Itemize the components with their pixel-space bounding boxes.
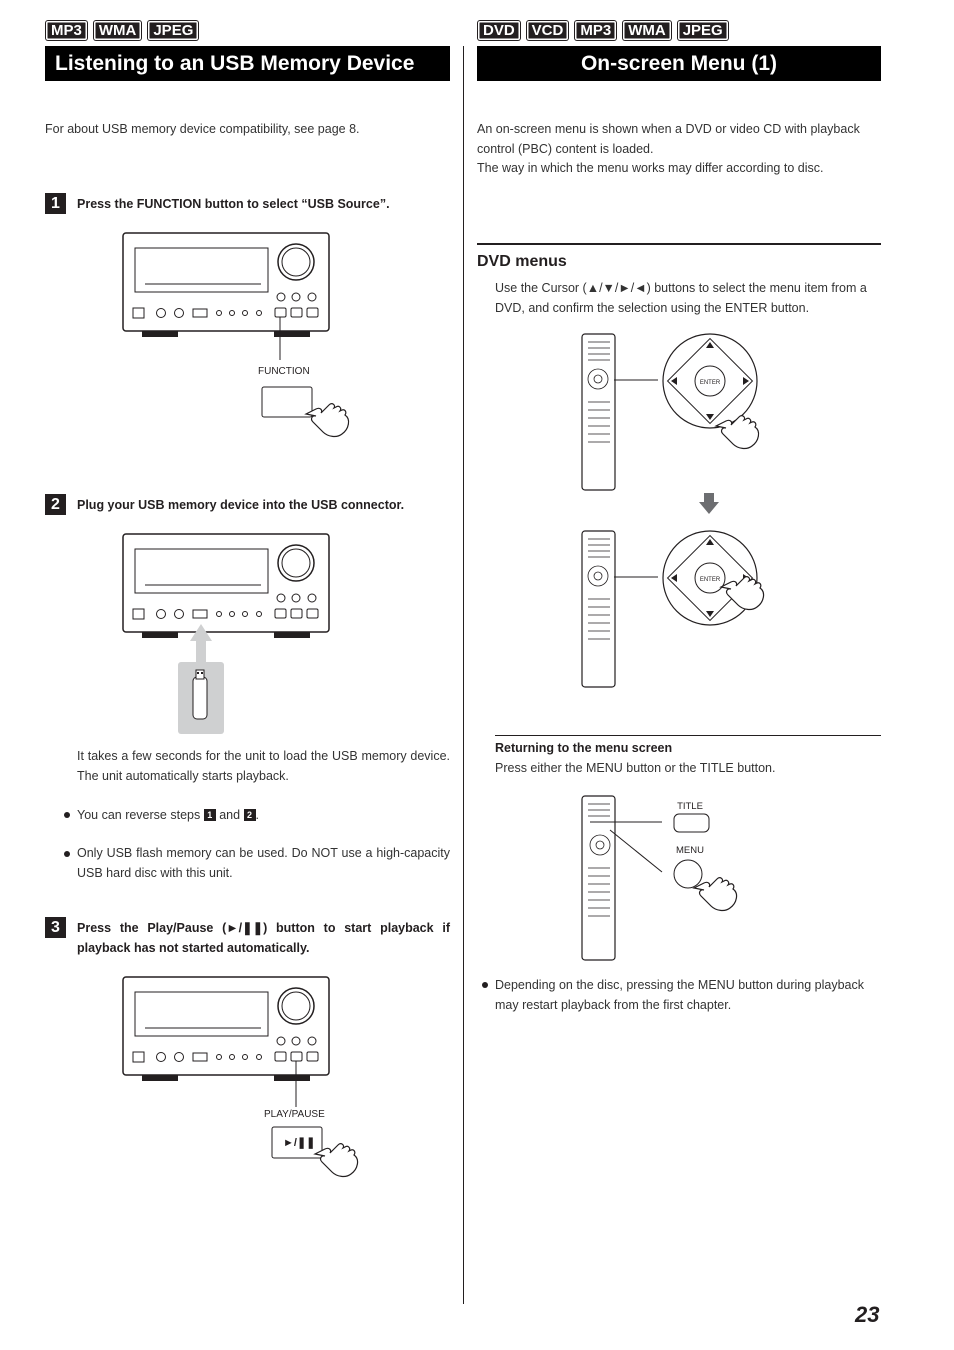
- tag-mp3: MP3: [46, 21, 87, 40]
- step-2-note: It takes a few seconds for the unit to load the USB memory device. The unit automatically starts playback.: [77, 749, 450, 783]
- step-ref-2: 2: [244, 809, 256, 821]
- step-2-text: Plug your USB memory device into the USB connector.: [77, 498, 405, 512]
- play-pause-label: PLAY/PAUSE: [264, 1109, 325, 1120]
- column-divider: [463, 46, 464, 1304]
- section-title-usb: Listening to an USB Memory Device: [45, 46, 450, 81]
- menu-restart-note: Depending on the disc, pressing the MENU button during playback may restart playback from the first chapter.: [495, 978, 864, 1012]
- step-1-text: Press the FUNCTION button to select “USB Source”.: [77, 197, 390, 211]
- usb-intro: For about USB memory device compatibility, see page 8.: [45, 122, 360, 136]
- onscreen-intro: An on-screen menu is shown when a DVD or video CD with playback control (PBC) content is loaded. The way in which the menu works may differ according to disc.: [477, 122, 860, 175]
- tag-vcd: VCD: [527, 21, 569, 40]
- unit-usb-illustration: [118, 529, 363, 739]
- cursor-press-illustration: [578, 330, 768, 495]
- bullet-marker: [482, 982, 488, 988]
- returning-heading: Returning to the menu screen: [495, 741, 673, 755]
- tag-wma: WMA: [623, 21, 671, 40]
- tag-wma: WMA: [94, 21, 142, 40]
- subsection-rule: [495, 735, 881, 736]
- step-3-number: 3: [45, 917, 66, 938]
- bullet-marker: [64, 812, 70, 818]
- title-label: TITLE: [677, 801, 703, 812]
- step-1-number: 1: [45, 193, 66, 214]
- reverse-steps-note: You can reverse steps 1 and 2 .: [77, 808, 260, 822]
- step-3-text: Press the Play/Pause (►/❚❚) button to start playback if playback has not started automatically.: [77, 921, 450, 955]
- page-number: 23: [855, 1302, 880, 1327]
- enter-label: ENTER: [699, 577, 721, 583]
- function-label: FUNCTION: [258, 366, 310, 377]
- dvd-menus-heading: DVD menus: [477, 253, 567, 270]
- usb-flash-note: Only USB flash memory can be used. Do NOT use a high-capacity USB hard disc with this unit.: [77, 846, 450, 880]
- tag-dvd: DVD: [478, 21, 520, 40]
- unit-playpause-illustration: [118, 972, 363, 1192]
- step-ref-1: 1: [204, 809, 216, 821]
- tag-jpeg: JPEG: [678, 21, 728, 40]
- tag-mp3: MP3: [575, 21, 616, 40]
- step-2-number: 2: [45, 494, 66, 515]
- unit-function-illustration: [118, 228, 363, 450]
- menu-label: MENU: [676, 845, 704, 856]
- section-rule: [477, 243, 881, 245]
- menu-title-illustration: [578, 792, 748, 964]
- dvd-menus-text: Use the Cursor (▲/▼/►/◄) buttons to select the menu item from a DVD, and confirm the selection using the ENTER button.: [495, 281, 867, 315]
- enter-press-illustration: [578, 527, 768, 692]
- enter-label: ENTER: [699, 380, 721, 386]
- section-title-onscreen-menu: On-screen Menu (1): [477, 46, 881, 81]
- arrow-down-icon: [698, 493, 720, 515]
- play-pause-symbol: ►/❚❚: [283, 1137, 316, 1149]
- returning-text: Press either the MENU button or the TITLE button.: [495, 761, 776, 775]
- tag-jpeg: JPEG: [148, 21, 198, 40]
- bullet-marker: [64, 851, 70, 857]
- format-tags-left: [46, 21, 198, 40]
- format-tags-right: [478, 21, 728, 40]
